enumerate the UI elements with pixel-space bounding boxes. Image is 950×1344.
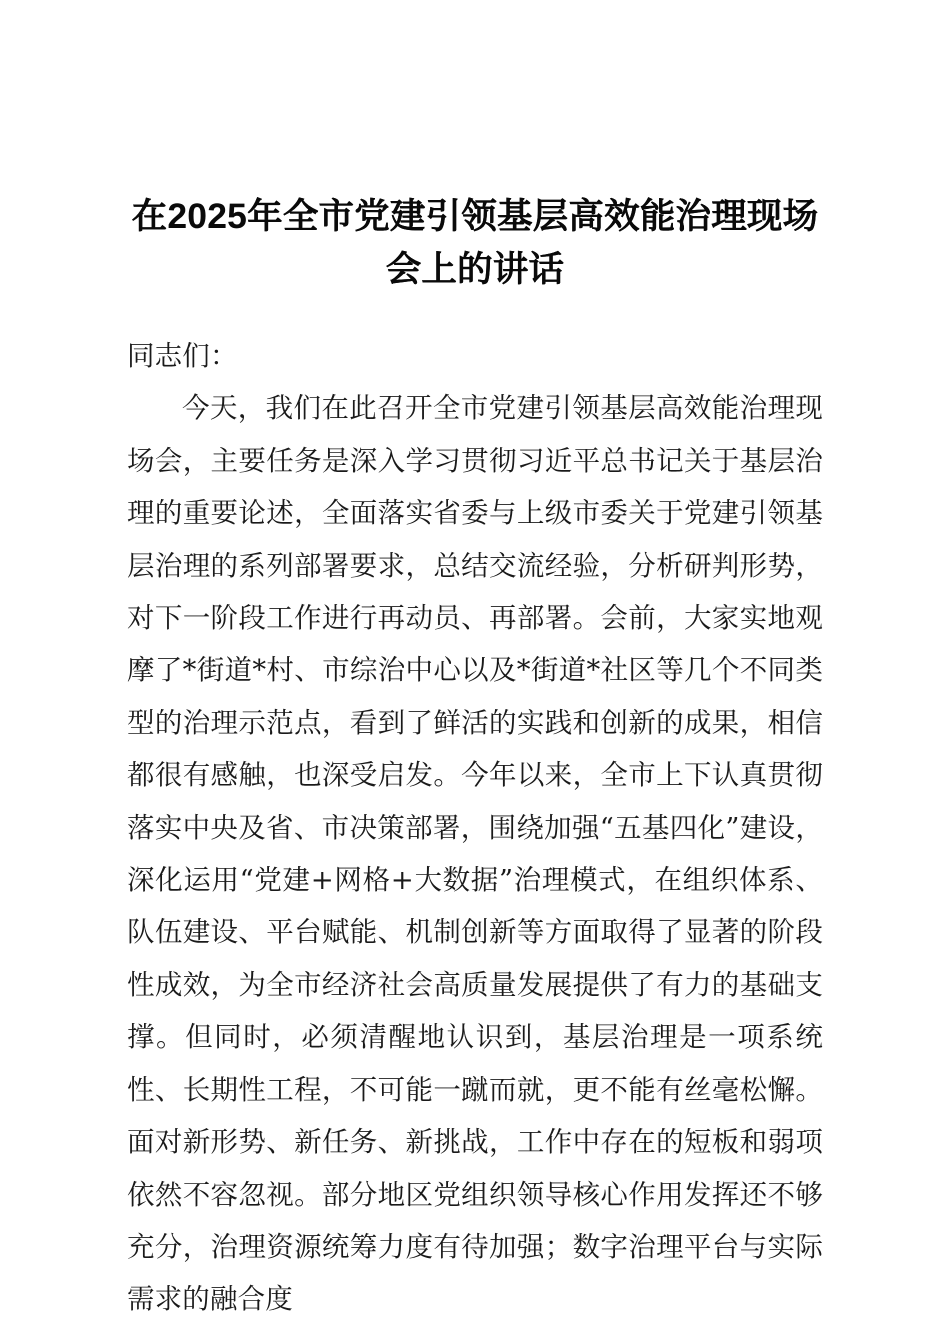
salutation: 同志们： — [127, 340, 238, 372]
page-title-line-2: 的讲话 — [457, 249, 565, 289]
page-content — [127, 0, 823, 1326]
document-body — [127, 330, 823, 1326]
page-title — [127, 0, 823, 296]
body-paragraph-1: 今天，我们在此召开全市党建引领基层高效能治理现场会，主要任务是深入学习贯彻习近平总书记关于基层治理的重要论述，全面落实省委与上级市委关于党建引领基层治理的系列部署要求，总结交流经验，分析研判形势，对下一阶段工作进行再动员、再部署。会前，大家实地观摩了*街道*村、市综治中心以及*街道*社区等几个不同类型的治理示范点，看到了鲜活的实践和创新的成果，相信都很有感触，也深受启发。今年以来，全市上下认真贯彻落实中央及省、市决策部署，围绕加强“五基四化”建设，深化运用“党建+网格+大数据”治理模式，在组织体系、队伍建设、平台赋能、机制创新等方面取得了显著的阶段性成效，为全市经济社会高质量发展提供了有力的基础支撑。但同时，必须清醒地认识到，基层治理是一项系统性、长期性工程，不可能一蹴而就，更不能有丝毫松懈。面对新形势、新任务、新挑战，工作中存在的短板和弱项依然不容忽视。部分地区党组织领导核心作用发挥还不够充分，治理资源统筹力度有待加强；数字治理平台与实际需求的融合度 — [127, 392, 823, 1316]
page-title-line-1: 在2025年全市党建引领基层高效能治理现场会上 — [131, 196, 819, 289]
